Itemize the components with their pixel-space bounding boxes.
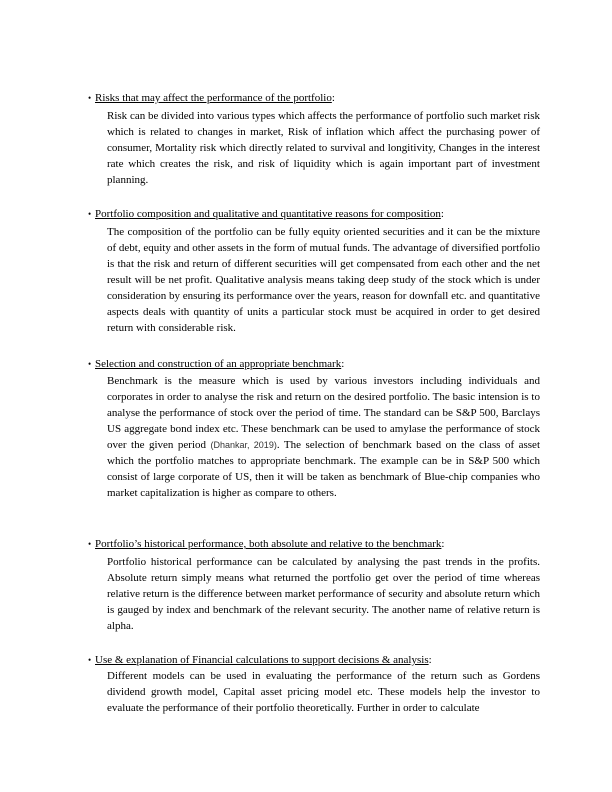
section-paragraph: [107, 668, 540, 716]
section-benchmark: [88, 357, 540, 501]
section-paragraph: [107, 554, 540, 634]
heading-text: Use & explanation of Financial calculations to support decisions & analysis: [95, 654, 429, 666]
section-heading: • Use & explanation of Financial calculations to support decisions & analysis:: [88, 654, 432, 666]
section-financial-calculations: [88, 653, 540, 716]
paragraph-text: Different models can be used in evaluating the performance of the return such as Gordens dividend growth model, Capital asset pricing model etc. These models help the investor to evaluate the performance of their portfolio theoretically. Further in order to calculate: [107, 670, 540, 714]
section-heading: • Portfolio composition and qualitative and quantitative reasons for composition:: [88, 208, 444, 220]
paragraph-text: The composition of the portfolio can be fully equity oriented securities and it can be the mixture of debt, equity and other assets in the form of mutual funds. The advantage of diversified portfolio is that the risk and return of different securities will get compensated from each other and the net result will be net profit. Qualitative analysis means taking deep study of the stock which is under consideration by ensuring its performance over the years, reason for downfall etc. and quantitative aspects deals with quantity of units a particular stock must be acquired in order to get desired return with considerable risk.: [107, 226, 540, 334]
bullet-icon: •: [88, 539, 92, 549]
section-heading: • Risks that may affect the performance of the portfolio:: [88, 92, 335, 104]
section-paragraph: [107, 373, 540, 501]
section-risks: [88, 91, 540, 188]
heading-text: Portfolio’s historical performance, both absolute and relative to the benchmark: [95, 538, 442, 550]
section-heading: • Portfolio’s historical performance, both absolute and relative to the benchmark:: [88, 538, 445, 550]
bullet-icon: •: [88, 359, 92, 369]
paragraph-text: Portfolio historical performance can be calculated by analysing the past trends in the profits. Absolute return simply means what returned the portfolio get over the period of time whereas relative return is the difference between market performance of security and absolute return which is gauged by index and benchmark of the relevant security. The another name of relative return is alpha.: [107, 556, 540, 632]
section-paragraph: [107, 108, 540, 188]
paragraph-text: Benchmark is the measure which is used by various investors including individuals and corporates in order to analyse the risk and return on the desired portfolio. The basic intension is to analyse the performance of stock over the period of time. The standard can be S&P 500, Barclays US aggregate bond index etc. These benchmark can be used to amylase the performance of stock over the given period: [107, 375, 540, 451]
bullet-icon: •: [88, 209, 92, 219]
section-paragraph: [107, 224, 540, 336]
heading-text: Portfolio composition and qualitative and quantitative reasons for composition: [95, 208, 441, 220]
paragraph-text: Risk can be divided into various types which affects the performance of portfolio such market risk which is related to changes in market, Risk of inflation which affect the purchasing power of consumer, Mortality risk which directly related to survival and longitivity, Changes in the interest rate which creates the risk, and risk of liquidity which is again important part of investment planning.: [107, 110, 540, 186]
section-heading: • Selection and construction of an appropriate benchmark:: [88, 358, 345, 370]
section-composition: [88, 207, 540, 336]
heading-text: Risks that may affect the performance of the portfolio: [95, 92, 332, 104]
paragraph-text-continued: . The selection of benchmark based on the class of asset which the portfolio matches to appropriate benchmark. The example can be in S&P 500 which consist of large corporate of US, then it will be taken as benchmark of Blue-chip companies who market capitalization is higher as compare to others.: [107, 439, 540, 499]
heading-text: Selection and construction of an appropriate benchmark: [95, 358, 342, 370]
bullet-icon: •: [88, 655, 92, 665]
bullet-icon: •: [88, 93, 92, 103]
section-historical-performance: [88, 537, 540, 634]
citation: (Dhankar, 2019): [210, 440, 277, 450]
